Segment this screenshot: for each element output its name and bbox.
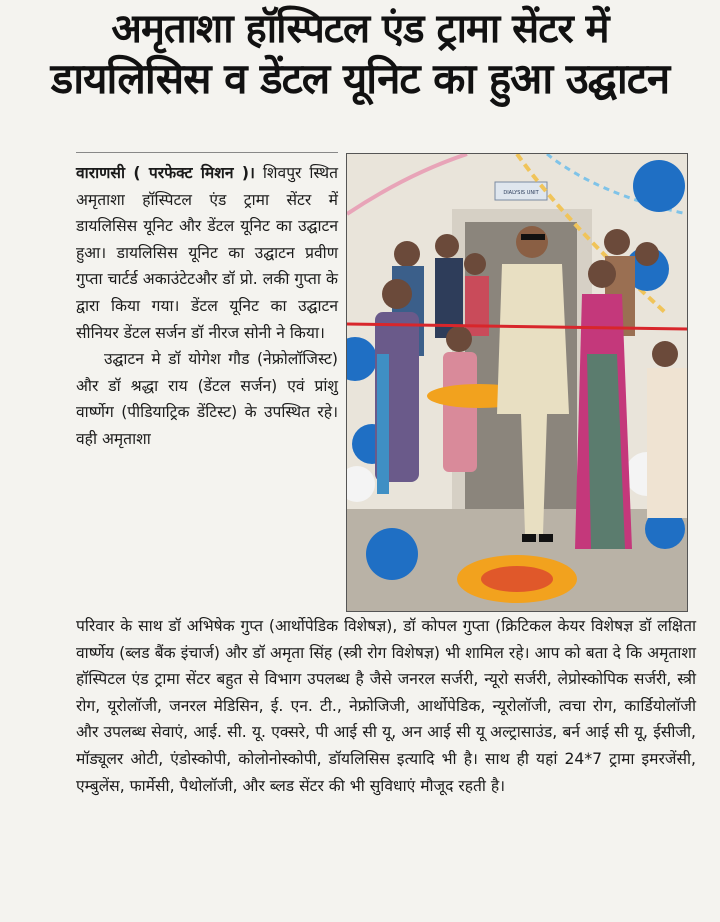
article-column xyxy=(76,160,338,453)
article-paragraph-1: शिवपुर स्थित अमृताशा हॉस्पिटल एंड ट्रामा सेंटर में डायलिसिस यूनिट और डेंटल यूनिट का उद्घाटन हुआ। डायलिसिस यूनिट का उद्घाटन प्रवीण गुप्ता चार्टर्ड अकाउंटेटऔर डॉ प्रो. लकी गुप्ता के द्वारा किया गया। डेंटल यूनिट का उद्घाटन सीनियर डेंटल सर्जन डॉ नीरज सोनी ने किया। xyxy=(76,164,338,342)
inauguration-photo-illustration xyxy=(347,154,687,611)
column-rule xyxy=(76,152,338,153)
event-photo xyxy=(346,153,688,612)
headline xyxy=(0,4,720,104)
article-paragraph-2: उद्घाटन मे डॉ योगेश गौड (नेफ्रोलॉजिस्ट) और डॉ श्रद्धा राय (डेंटल सर्जन) एवं प्रांशु वार्ष्णेग (पीडियाट्रिक डेंटिस्ट) के उपस्थित रहे। वही अमृताशा xyxy=(76,350,338,448)
article-paragraph-3: परिवार के साथ डॉ अभिषेक गुप्त (आर्थोपेडिक विशेषज्ञ), डॉ कोपल गुप्ता (क्रिटिकल केयर विशेषज्ञ डॉ लक्षिता वार्ष्णेय (ब्लड बैंक इंचार्ज) और डॉ अमृता सिंह (स्त्री रोग विशेषज्ञ) भी शामिल रहे। आप को बता दे कि अमृताशा हॉस्पिटल एंड ट्रामा सेंटर बहुत से विभाग उपलब्ध है जैसे जनरल सर्जरी, न्यूरो सर्जरी, लेप्रोस्कोपिक सर्जरी, स्त्री रोग, यूरोलॉजी, जनरल मेडिसिन, ई. एन. टी., नेफ्रोजिजी, आर्थोपेडिक, न्यूरोलॉजी, त्वचा रोग, कार्डियोलॉजी और उपलब्ध सेवाएं, आई. सी. यू. एक्सरे, पी आई सी यू, अन आई सी यू अल्ट्रासाउंड, बर्न आई सी यू, ईसीजी, मॉड्यूलर ओटी, एंडोस्कोपी, कोलोनोस्कोपी, डॉयलिसिस इत्यादि भी है। साथ ही यहां 24*7 ट्रामा इमरजेंसी, एम्बुलेंस, फार्मेसी, पैथोलॉजी, और ब्लड सेंटर की भी सुविधाएं मौजूद रहती है। xyxy=(76,617,696,795)
dateline: वाराणसी ( परफेक्ट मिशन )। xyxy=(76,164,255,182)
unit-sign: DIALYSIS UNIT xyxy=(503,190,539,196)
article-continued xyxy=(76,613,696,799)
headline-line-1: अमृताशा हॉस्पिटल एंड ट्रामा सेंटर में xyxy=(111,6,609,52)
headline-line-2: डायलिसिस व डेंटल यूनिट का हुआ उद्घाटन xyxy=(50,54,670,103)
